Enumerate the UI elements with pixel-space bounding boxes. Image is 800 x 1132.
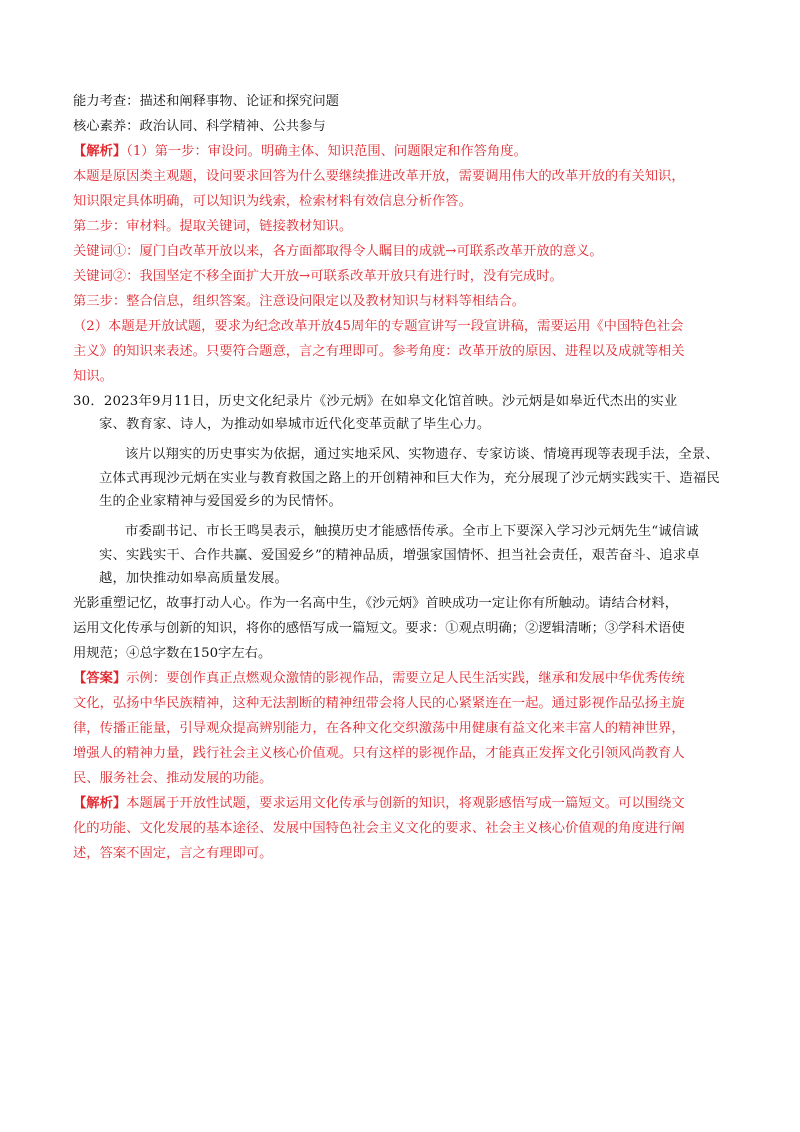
q29-analysis-line-8: （2）本题是开放试题，要求为纪念改革开放45周年的专题宣讲写一段宣讲稿，需要运用《中国特色社会 <box>73 319 684 334</box>
q29-analysis-line-9: 主义》的知识来表述。只要符合题意，言之有理即可。参考角度：改革开放的原因、进程以及成就等相关 <box>73 344 685 359</box>
q30-material-line-3: 该片以翔实的历史事实为依据，通过实地采风、实物遗存、专家访谈、情境再现等表现手法，全景、 <box>125 447 719 462</box>
q29-analysis-line-6: 关键词②：我国坚定不移全面扩大开放→可联系改革开放只有进行时，没有完成时。 <box>73 269 563 284</box>
literacy-text: 政治认同、科学精神、公共参与 <box>139 119 326 134</box>
q30-analysis-line-3: 述，答案不固定，言之有理即可。 <box>73 846 273 861</box>
q30-answer-line-1 <box>73 671 685 687</box>
q30-answer-line-3: 律，传播正能量，引导观众提高辨别能力，在各种文化交织激荡中用健康有益文化来丰富人的精神世界， <box>73 721 685 736</box>
q30-answer-line-5: 民、服务社会、推动发展的功能。 <box>73 771 273 786</box>
literacy-label: 核心素养： <box>73 119 140 134</box>
analysis-tag: 【解析】 <box>73 796 127 811</box>
q30-analysis-text: 本题属于开放性试题，要求运用文化传承与创新的知识，将观影感悟写成一篇短文。可以围绕文 <box>126 796 685 811</box>
q30-answer-text: 示例：要创作真正点燃观众激情的影视作品，需要立足人民生活实践，继承和发展中华优秀传统 <box>126 671 685 686</box>
question-number: 30． <box>73 394 104 409</box>
q30-analysis-line-2: 化的功能、文化发展的基本途径、发展中国特色社会主义文化的要求、社会主义核心价值观的角度进行阐 <box>73 821 685 836</box>
q29-analysis-line-7: 第三步：整合信息，组织答案。注意设问限定以及教材知识与材料等相结合。 <box>73 294 526 309</box>
answer-tag: 【答案】 <box>73 671 127 686</box>
q30-question-line-2: 运用文化传承与创新的知识，将你的感悟写成一篇短文。要求：①观点明确；②逻辑清晰；③学科术语使 <box>73 621 685 636</box>
q30-material-text: 2023年9月11日，历史文化纪录片《沙元炳》在如皋文化馆首映。沙元炳是如皋近代杰出的实业 <box>103 394 678 409</box>
q30-question-line-1: 光影重塑记忆，故事打动人心。作为一名高中生，《沙元炳》首映成功一定让你有所触动。请结合材料， <box>73 596 679 611</box>
q29-analysis-line-2: 本题是原因类主观题，设问要求回答为什么要继续推进改革开放，需要调用伟大的改革开放的有关知识， <box>73 169 685 184</box>
q30-material-line-2: 家、教育家、诗人，为推动如皋城市近代化变革贡献了毕生心力。 <box>99 417 491 432</box>
q30-material-line-7: 实、实践实干、合作共赢、爱国爱乡”的精神品质，增强家国情怀、担当社会责任，艰苦奋斗、追求卓 <box>99 548 700 563</box>
q30-material-line-4: 立体式再现沙元炳在实业与教育救国之路上的开创精神和巨大作为，充分展现了沙元炳实践实干、造福民 <box>99 471 720 486</box>
ability-line <box>73 94 339 110</box>
q30-answer-line-2: 文化，弘扬中华民族精神，这种无法割断的精神纽带会将人民的心紧紧连在一起。通过影视作品弘扬主旋 <box>73 696 685 711</box>
q29-analysis-line-5: 关键词①：厦门自改革开放以来，各方面都取得令人瞩目的成就→可联系改革开放的意义。 <box>73 244 603 259</box>
q30-question-line-3: 用规范；④总字数在150字左右。 <box>73 646 272 661</box>
q30-material-line-8: 越，加快推动如皋高质量发展。 <box>99 571 288 586</box>
q29-analysis-text: （1）第一步：审设问。明确主体、知识范围、问题限定和作答角度。 <box>126 144 527 159</box>
ability-text: 描述和阐释事物、论证和探究问题 <box>139 94 339 109</box>
literacy-line <box>73 119 326 135</box>
q30-material-line-6: 市委副书记、市长王鸣昊表示，触摸历史才能感悟传承。全市上下要深入学习沙元炳先生“诚信诚 <box>125 524 699 539</box>
q30-analysis-line-1 <box>73 796 685 812</box>
q29-analysis-line-1 <box>73 144 527 160</box>
ability-label: 能力考查： <box>73 94 140 109</box>
q30-material-line-5: 生的企业家精神与爱国爱乡的为民情怀。 <box>99 494 342 509</box>
q30-material-line-1 <box>73 394 677 410</box>
q29-analysis-line-10: 知识。 <box>73 369 113 384</box>
q29-analysis-line-3: 知识限定具体明确，可以知识为线索，检索材料有效信息分析作答。 <box>73 194 472 209</box>
q29-analysis-line-4: 第二步：审材料。提取关键词，链接教材知识。 <box>73 219 353 234</box>
q30-answer-line-4: 增强人的精神力量，践行社会主义核心价值观。只有这样的影视作品，才能真正发挥文化引领风尚教育人 <box>73 746 685 761</box>
analysis-tag: 【解析】 <box>73 144 127 159</box>
